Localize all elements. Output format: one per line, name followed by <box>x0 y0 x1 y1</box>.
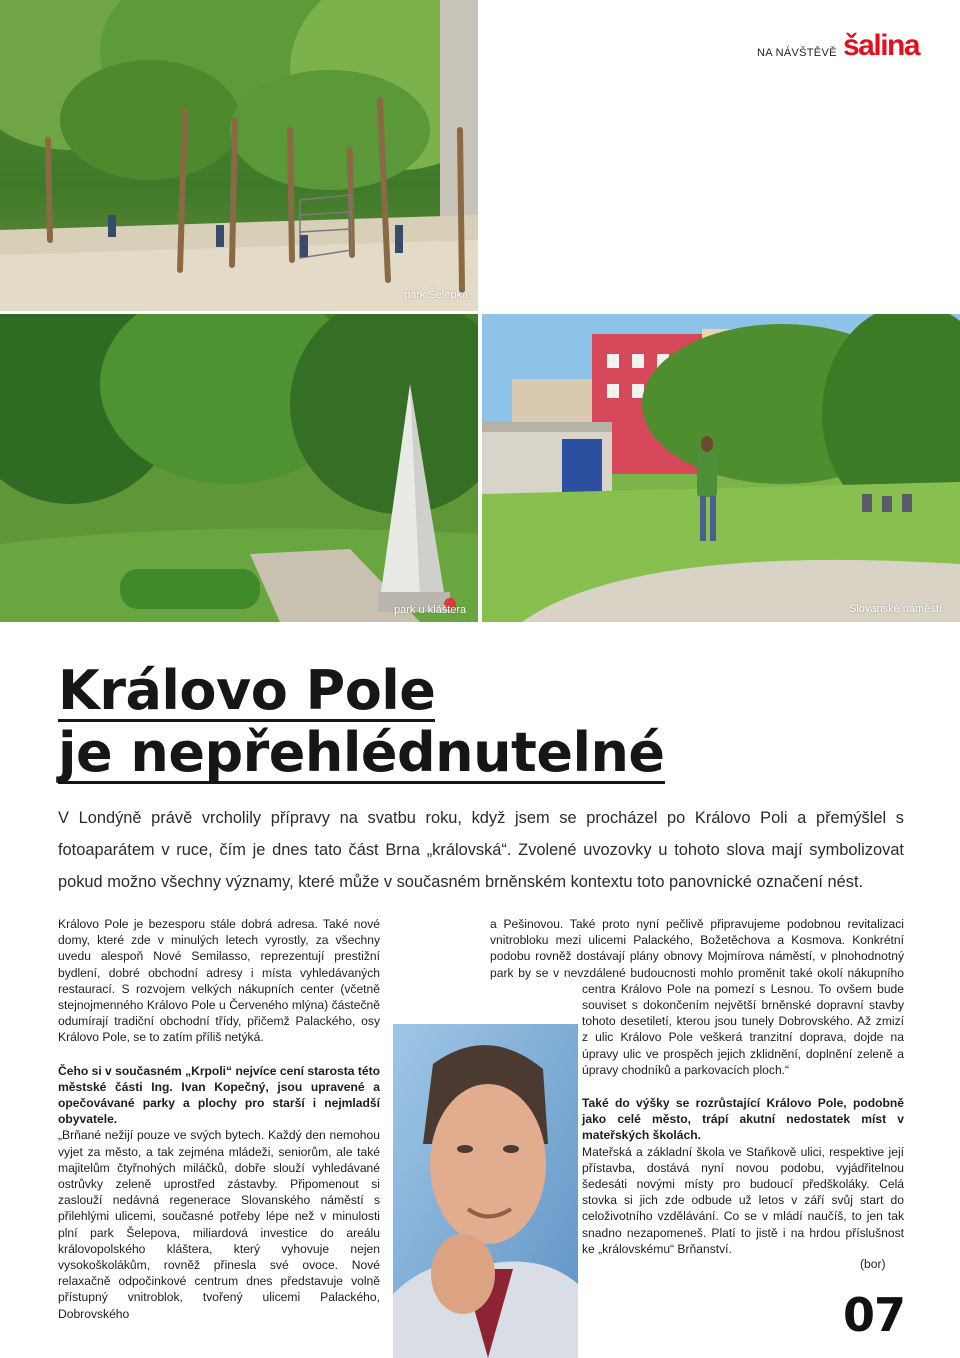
author-signature: (bor) <box>860 1257 886 1271</box>
salina-logo <box>843 28 921 62</box>
photo-slovanske-namesti <box>482 314 960 622</box>
article-column-1 <box>58 916 380 1322</box>
photo-park-selepka <box>0 0 478 311</box>
paragraph: a Pešinovou. Také proto nyní pečlivě připravujeme podobnou revitalizaci vnitrobloku mezi ulicemi Palackého, Božetěchova a Kosmova. Konkrétní podobu rovněž dostávají plány obnovy Mojmírova náměstí, v plnohodnotný park by se v nevzdálené budoucnosti mohlo proměnit také okolí nákupního centra Královo Pole na pomezí s Lesnou. To ovšem bude souviset s dokončením největší brněnské dopravní stavby tohoto desetiletí, kterou jsou tunely Dobrovského. Až zmizí z ulic Královo Pole veškerá tranzitní doprava, dojde na úpravy ulic ve prospěch jejich zklidnění, doplnění zeleně a úpravy chodníků a parkovacích ploch.“ <box>490 917 904 1077</box>
page-number: 07 <box>843 1288 906 1342</box>
title-line-1: Královo Pole <box>58 659 436 722</box>
logo-text: šalina <box>843 29 920 62</box>
paragraph: „Brňané nežijí pouze ve svých bytech. Každý den nemohou vyjet za město, a tak zejména mládeži, seniorům, ale také majitelům čtyřnohých miláčků, dobře slouží vyhledávané ostrůvky zeleně uprostřed zástavby. Připomenout si zaslouží nedávná regenerace Slovanského náměstí s přilehlými ulicemi, současné potřeby lépe než v minulosti plní park Šelepova, miliardová investice do areálu královopolského kláštera, který vyhovuje nejen vysokoškolákům, rovněž přinesla své ovoce. Nové relaxačně odpočinkové centrum dnes představuje volně přístupný vnitroblok, tvořený ulicemi Palackého, Dobrovského <box>58 1128 380 1321</box>
caption-park-u-klastera: park u kláštera <box>394 604 467 616</box>
interview-question: Také do výšky se rozrůstající Královo Pole, podobně jako celé město, trápí akutní nedostatek míst v mateřských školách. <box>582 1096 904 1143</box>
article-column-2 <box>490 916 904 1358</box>
interview-question: Čeho si v současném „Krpoli“ nejvíce cení starosta této městské části Ing. Ivan Kopečný, jsou upravené a opečovávané parky a plochy pro starší i nejmladší obyvatele. <box>58 1063 380 1127</box>
paragraph: Královo Pole je bezesporu stále dobrá adresa. Také nové domy, které zde v minulých letech vyrostly, za všechny uvedu alespoň Nové Semilasso, reprezentují prestižní bydlení, dobré obchodní adresy i místa vyhledávaných restaurací. S rozvojem velkých nákupních center (včetně stejnojmenného Královo Pole u Červeného mlýna) částečně odumírají tradiční obchodní třídy, přičemž Palackého, osy Královo Pole, se to zatím příliš netýká. <box>58 917 380 1045</box>
article-lead: V Londýně právě vrcholily přípravy na svatbu roku, když jsem se procházel po Královo Poli a přemýšlel s fotoaparátem v ruce, čím je dnes tato část Brna „královská“. Zvolené uvozovky u tohoto slova mají symbolizovat pokud možno všechny významy, které může v současném brněnském kontextu toto panovnické označení nést. <box>58 809 904 891</box>
paragraph: Mateřská a základní škola ve Staňkově ulici, respektive její přístavba, dostává nyní novou podobu, vyjádřitelnou šedesáti novými místy pro budoucí předškoláky. Celá stovka si jich zde odbude už letos v září svůj start do celoživotního vzdělávání. Co se v mládí naučíš, to jen tak snadno nezapomeneš. Platí to jistě i na hrdou příslušnost ke „královskému“ Brňanství. <box>582 1144 904 1256</box>
caption-slovanske-namesti: Slovanské náměstí <box>849 603 942 615</box>
section-label: NA NÁVŠTĚVĚ <box>757 47 837 59</box>
article-title <box>58 659 778 788</box>
photo-park-u-klastera <box>0 314 478 622</box>
title-line-2: je nepřehlédnutelné <box>58 721 665 784</box>
wrap-spacer <box>490 995 582 1358</box>
caption-park-selepka: park Šelepka <box>404 289 469 301</box>
